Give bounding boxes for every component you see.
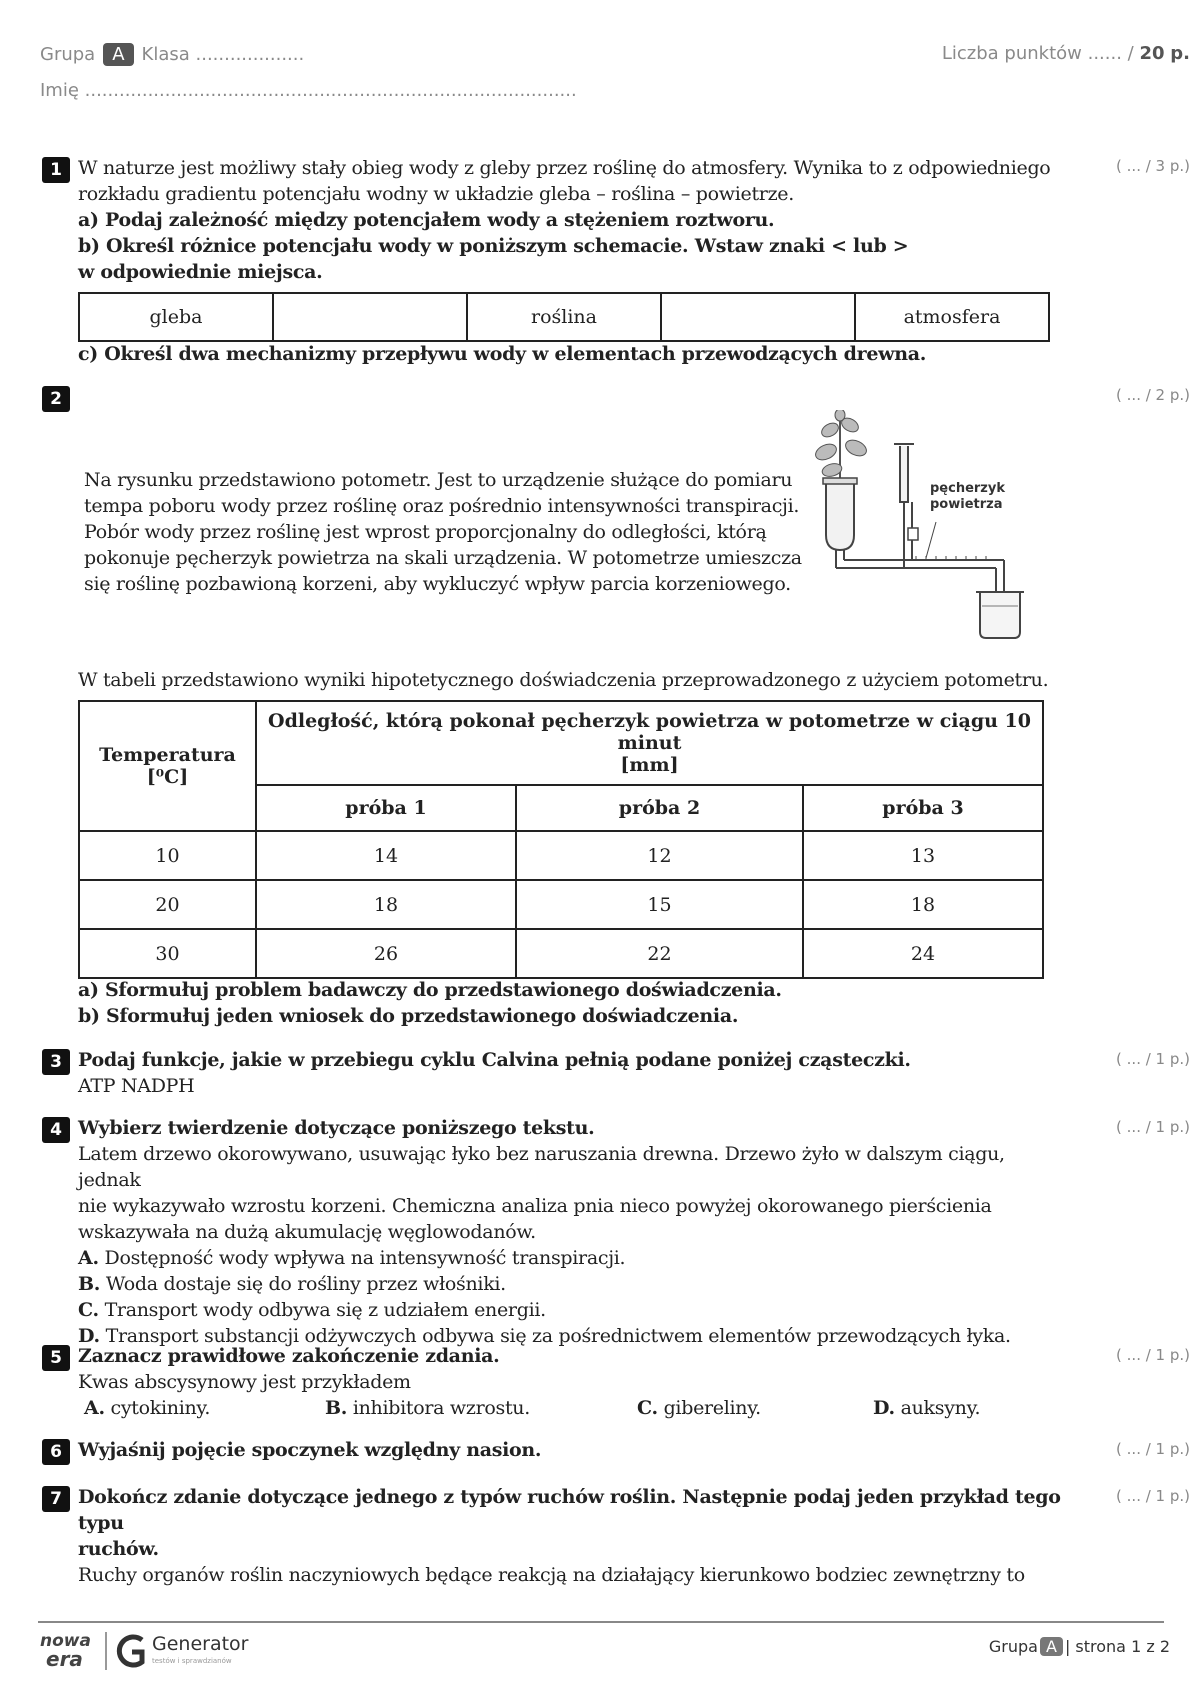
cell-trial-1: 14	[256, 831, 516, 880]
question-number-7: 7	[42, 1486, 70, 1512]
header-temperature	[79, 701, 256, 831]
header-distance	[256, 701, 1043, 785]
points-label: Liczba punktów ...... /	[941, 43, 1134, 64]
group-badge: A	[103, 43, 133, 66]
question-points-6: ( ... / 1 p.)	[1116, 1440, 1190, 1458]
logo-nowa: nowa	[40, 1631, 91, 1651]
points-total: 20	[1139, 43, 1165, 64]
q3-title: Podaj funkcje, jakie w przebiegu cyklu Calvina pełnią podane poniżej cząsteczki.	[78, 1049, 911, 1071]
q5-option-c[interactable]: C. gibereliny.	[637, 1397, 761, 1419]
points-unit: p.	[1170, 43, 1190, 64]
q2-p2: tempa poboru wody przez roślinę oraz pośrednio intensywności transpiracji.	[84, 495, 800, 517]
question-2-description	[84, 467, 804, 597]
cell-blank-2[interactable]	[661, 293, 855, 341]
q4-option-b[interactable]: B. Woda dostaje się do rośliny przez włośniki.	[78, 1273, 506, 1295]
header-temperature-unit: [⁰C]	[146, 766, 189, 788]
cell-trial-2: 15	[516, 880, 803, 929]
question-number-1: 1	[42, 157, 70, 183]
group-label: Grupa	[40, 44, 96, 65]
question-4-text	[78, 1115, 1068, 1349]
q1-line1: W naturze jest możliwy stały obieg wody z gleby przez roślinę do atmosfery. Wynika to z odpowiedniego	[78, 157, 1051, 179]
question-number-2: 2	[42, 386, 70, 412]
header-left	[40, 43, 304, 66]
q2-part-b: b) Sformułuj jeden wniosek do przedstawionego doświadczenia.	[78, 1005, 739, 1027]
cell-temp: 30	[79, 929, 256, 978]
question-points-5: ( ... / 1 p.)	[1116, 1346, 1190, 1364]
cell-atmosphere: atmosfera	[855, 293, 1049, 341]
q2-p5: się roślinę pozbawioną korzeni, aby wykluczyć wpływ parcia korzeniowego.	[84, 573, 791, 595]
publisher-logo	[38, 1626, 298, 1676]
q5-option-b[interactable]: B. inhibitora wzrostu.	[325, 1397, 530, 1419]
q2-p4: pokonuje pęcherzyk powietrza na skali urządzenia. W potometrze umieszcza	[84, 547, 802, 569]
question-7-text	[78, 1484, 1068, 1588]
question-number-3: 3	[42, 1049, 70, 1075]
q1-part-c: c) Określ dwa mechanizmy przepływu wody w elementach przewodzących drewna.	[78, 343, 927, 365]
q4-line3: wskazywała na dużą akumulację węglowodanów.	[78, 1221, 536, 1243]
footer-group-label: Grupa	[988, 1637, 1038, 1656]
air-bubble-label-2: powietrza	[930, 497, 1003, 512]
cell-temp: 10	[79, 831, 256, 880]
logo-generator-sub: testów i sprawdzianów	[152, 1657, 232, 1665]
question-points-2: ( ... / 2 p.)	[1116, 386, 1190, 404]
q4-line1: Latem drzewo okorowywano, usuwając łyko bez naruszania drewna. Drzewo żyło w dalszym ciągu, jednak	[78, 1143, 1005, 1191]
question-number-4: 4	[42, 1117, 70, 1143]
header-distance-line1: Odległość, którą pokonał pęcherzyk powietrza w potometrze w ciągu 10 minut	[268, 710, 1031, 754]
name-field	[40, 80, 577, 101]
cell-blank-1[interactable]	[273, 293, 467, 341]
logo-era: era	[46, 1647, 83, 1671]
q6-title: Wyjaśnij pojęcie spoczynek względny nasion.	[78, 1439, 542, 1461]
potometer-figure	[808, 410, 1058, 650]
footer-page-number: | strona 1 z 2	[1064, 1637, 1170, 1656]
cell-trial-3: 24	[803, 929, 1043, 978]
footer-page-info	[989, 1637, 1170, 1656]
table-row	[79, 929, 1043, 978]
header-trial-3: próba 3	[803, 785, 1043, 831]
question-points-4: ( ... / 1 p.)	[1116, 1118, 1190, 1136]
header-distance-line2: [mm]	[620, 754, 679, 776]
cell-plant: roślina	[467, 293, 661, 341]
plant-icon	[813, 410, 869, 480]
question-points-1: ( ... / 3 p.)	[1116, 157, 1190, 175]
logo-generator: Generator	[152, 1633, 249, 1655]
question-points-3: ( ... / 1 p.)	[1116, 1050, 1190, 1068]
q5-option-a[interactable]: A. cytokininy.	[84, 1397, 211, 1419]
cell-trial-2: 22	[516, 929, 803, 978]
cell-soil: gleba	[79, 293, 273, 341]
q4-title: Wybierz twierdzenie dotyczące poniższego tekstu.	[78, 1117, 595, 1139]
potometer-results-table	[78, 700, 1044, 979]
question-points-7: ( ... / 1 p.)	[1116, 1487, 1190, 1505]
header-trial-2: próba 2	[516, 785, 803, 831]
q2-part-a: a) Sformułuj problem badawczy do przedstawionego doświadczenia.	[78, 979, 782, 1001]
q3-body: ATP NADPH	[78, 1075, 195, 1097]
table-row	[79, 880, 1043, 929]
table-row	[79, 831, 1043, 880]
q2-p1: Na rysunku przedstawiono potometr. Jest to urządzenie służące do pomiaru	[84, 469, 793, 491]
cell-trial-2: 12	[516, 831, 803, 880]
q4-line2: nie wykazywało wzrostu korzeni. Chemiczna analiza pnia nieco powyżej okorowanego pierścienia	[78, 1195, 992, 1217]
cell-temp: 20	[79, 880, 256, 929]
q1-part-b2: w odpowiednie miejsca.	[78, 261, 323, 283]
footer-divider	[38, 1621, 1164, 1623]
q7-title-1: Dokończ zdanie dotyczące jednego z typów ruchów roślin. Następnie podaj jeden przykład tego typu	[78, 1486, 1061, 1534]
header-temperature-label: Temperatura	[99, 744, 236, 766]
name-label: Imię ......................................................................................	[40, 80, 577, 101]
cell-trial-1: 18	[256, 880, 516, 929]
q1-part-b1: b) Określ różnice potencjału wody w poniższym schemacie. Wstaw znaki < lub >	[78, 235, 909, 257]
q5-option-d[interactable]: D. auksyny.	[873, 1397, 981, 1419]
question-number-6: 6	[42, 1439, 70, 1465]
q7-body: Ruchy organów roślin naczyniowych będące reakcją na działający kierunkowo bodziec zewnętrzny to	[78, 1564, 1025, 1586]
header-trial-1: próba 1	[256, 785, 516, 831]
q1-part-a: a) Podaj zależność między potencjałem wody a stężeniem roztworu.	[78, 209, 775, 231]
generator-g-icon	[119, 1637, 142, 1665]
q4-option-d[interactable]: D. Transport substancji odżywczych odbywa się za pośrednictwem elementów przewodzących łyka.	[78, 1325, 1011, 1347]
points-header	[942, 43, 1190, 64]
cell-trial-3: 18	[803, 880, 1043, 929]
q2-p3: Pobór wody przez roślinę jest wprost proporcjonalny do odległości, którą	[84, 521, 767, 543]
q5-title: Zaznacz prawidłowe zakończenie zdania.	[78, 1345, 500, 1367]
cell-trial-3: 13	[803, 831, 1043, 880]
q1-line2: rozkładu gradientu potencjału wodny w układzie gleba – roślina – powietrze.	[78, 183, 794, 205]
footer-group-badge: A	[1040, 1637, 1063, 1656]
q7-title-2: ruchów.	[78, 1538, 159, 1560]
cell-trial-1: 26	[256, 929, 516, 978]
q2-table-intro: W tabeli przedstawiono wyniki hipotetycznego doświadczenia przeprowadzonego z użyciem potometru.	[78, 669, 1049, 691]
water-potential-table	[78, 292, 1050, 342]
air-bubble-label-1: pęcherzyk	[930, 481, 1005, 496]
class-label: Klasa ...................	[141, 44, 305, 65]
q4-option-c[interactable]: C. Transport wody odbywa się z udziałem energii.	[78, 1299, 546, 1321]
q5-stem: Kwas abscysynowy jest przykładem	[78, 1371, 411, 1393]
q4-option-a[interactable]: A. Dostępność wody wpływa na intensywność transpiracji.	[78, 1247, 626, 1269]
question-1-text	[78, 155, 1068, 285]
question-number-5: 5	[42, 1345, 70, 1371]
